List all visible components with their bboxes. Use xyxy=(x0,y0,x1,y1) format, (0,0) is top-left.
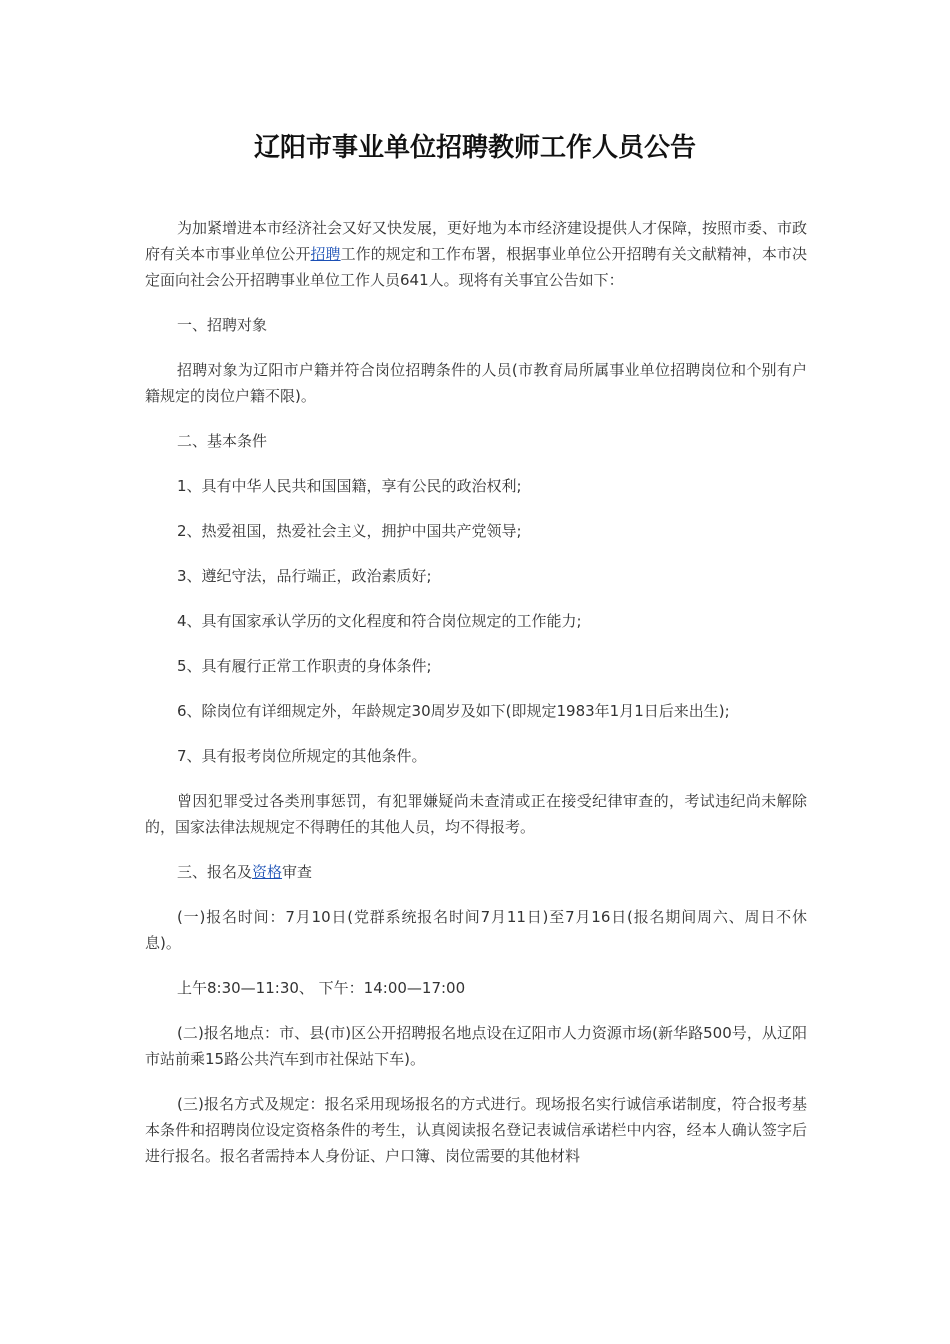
section-heading-registration xyxy=(145,859,807,885)
document-body xyxy=(145,215,807,1188)
section-heading-recruit-target: 一、招聘对象 xyxy=(177,316,268,334)
condition-item-2: 2、热爱祖国，热爱社会主义，拥护中国共产党领导; xyxy=(177,522,522,540)
page-title: 辽阳市事业单位招聘教师工作人员公告 xyxy=(253,133,696,163)
condition-item-6: 6、除岗位有详细规定外，年龄规定30周岁及如下(即规定1983年1月1日后来出生); xyxy=(177,702,730,720)
intro-text-a: 为加紧增进本市经济社会又好又快发展，更好地为本市经济建设提供人才保障，按照市委、市政府有关本市事业单位公开 xyxy=(145,219,808,263)
condition-item-7: 7、具有报考岗位所规定的其他条件。 xyxy=(177,747,427,765)
condition-item-3: 3、遵纪守法，品行端正，政治素质好; xyxy=(177,567,432,585)
intro-text-b: 工作的规定和工作布署，根据事业单位公开招聘有关文献精神，本市决定面向社会公开招聘事业单位工作人员641人。现将有关事宜公告如下： xyxy=(145,245,807,289)
sec3-text-a: 三、报名及 xyxy=(177,863,253,881)
exclusion-paragraph: 曾因犯罪受过各类刑事惩罚，有犯罪嫌疑尚未查清或正在接受纪律审查的，考试违纪尚未解除的，国家法律法规规定不得聘任的其他人员，均不得报考。 xyxy=(145,792,807,836)
intro-paragraph xyxy=(145,215,807,293)
registration-hours-paragraph: 上午8:30—11:30、 下午：14:00—17:00 xyxy=(177,979,466,997)
recruit-link[interactable]: 招聘 xyxy=(310,245,341,263)
condition-item-4: 4、具有国家承认学历的文化程度和符合岗位规定的工作能力; xyxy=(177,612,582,630)
registration-method-paragraph: (三)报名方式及规定：报名采用现场报名的方式进行。现场报名实行诚信承诺制度，符合报考基本条件和招聘岗位设定资格条件的考生，认真阅读报名登记表诚信承诺栏中内容，经本人确认签字后进行报名。报名者需持本人身份证、户口簿、岗位需要的其他材料 xyxy=(145,1095,807,1165)
qualification-link[interactable]: 资格 xyxy=(252,863,283,881)
recruit-target-paragraph: 招聘对象为辽阳市户籍并符合岗位招聘条件的人员(市教育局所属事业单位招聘岗位和个别有户籍规定的岗位户籍不限)。 xyxy=(145,361,807,405)
condition-item-1: 1、具有中华人民共和国国籍，享有公民的政治权利; xyxy=(177,477,522,495)
registration-location-paragraph: (二)报名地点：市、县(市)区公开招聘报名地点设在辽阳市人力资源市场(新华路500号，从辽阳市站前乘15路公共汽车到市社保站下车)。 xyxy=(145,1024,807,1068)
condition-item-5: 5、具有履行正常工作职责的身体条件; xyxy=(177,657,432,675)
sec3-text-b: 审查 xyxy=(282,863,313,881)
registration-time-paragraph: (一)报名时间：7月10日(党群系统报名时间7月11日)至7月16日(报名期间周六、周日不休息)。 xyxy=(145,908,807,952)
section-heading-basic-conditions: 二、基本条件 xyxy=(177,432,268,450)
